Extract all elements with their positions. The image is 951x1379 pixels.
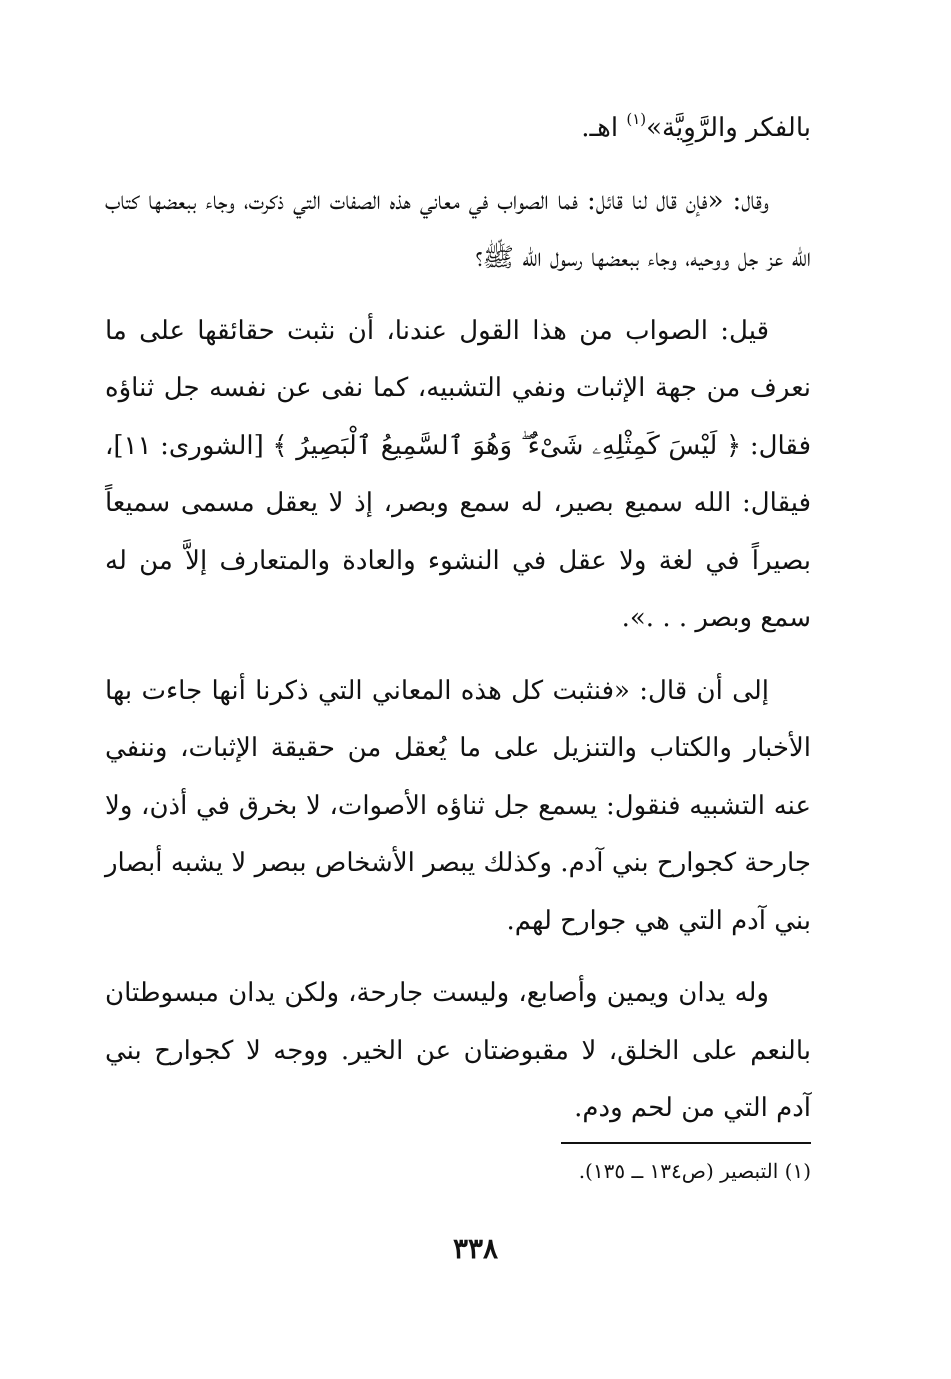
paragraph-2 (105, 173, 811, 288)
footnote-reference: (١) (626, 110, 647, 128)
paragraph-4 (105, 663, 811, 951)
footnote-mark: (١) (784, 1159, 811, 1183)
paragraph-1-text: بالفكر والرَّوِيَّة» (646, 113, 811, 143)
page-number: ٣٣٨ (452, 1232, 499, 1265)
paragraph-3-text: قيل: الصواب من هذا القول عندنا، أن نثبت حقائقها على ما نعرف من جهة الإثبات ونفي التشبيه، كما نفى عن نفسه جل ثناؤه فقال: ﴿ لَيْسَ كَمِثْلِهِۦ شَىْءٌ ۖ وَهُوَ ٱلسَّمِيعُ ٱلْبَصِيرُ ﴾ [الشورى: ١١]، فيقال: الله سميع بصير، له سمع وبصر، إذ لا يعقل مسمى سميعاً بصيراً في لغة ولا عقل في النشوء والعادة والمتعارف إلاَّ من له سمع وبصر . . .». (105, 315, 811, 633)
paragraph-5-text: وله يدان ويمين وأصابع، وليست جارحة، ولكن يدان مبسوطتان بالنعم على الخلق، لا مقبوضتان عن الخير. ووجه لا كجوارح بني آدم التي من لحم ودم. (105, 978, 811, 1123)
main-text (105, 100, 811, 1138)
paragraph-4-text: إلى أن قال: «فنثبت كل هذه المعاني التي ذكرنا أنها جاءت بها الأخبار والكتاب والتنزيل على ما يُعقل من حقيقة الإثبات، وننفي عنه التشبيه فنقول: يسمع جل ثناؤه الأصوات، لا بخرق في أذن، ولا جارحة كجوارح بني آدم. وكذلك يبصر الأشخاص ببصر لا يشبه أبصار بني آدم التي هي جوارح لهم. (105, 675, 811, 936)
paragraph-3 (105, 303, 811, 648)
paragraph-1-tail: اهـ. (581, 113, 627, 143)
footnote-divider (561, 1142, 811, 1144)
footnote (105, 1154, 811, 1188)
paragraph-2-text: وقال: «فإن قال لنا قائل: فما الصواب في معاني هذه الصفات التي ذكرت، وجاء ببعضها كتاب الله عز جل ووحيه، وجاء ببعضها رسول الله ﷺ؟ (105, 185, 811, 273)
footnote-text: التبصير (ص١٣٤ ــ ١٣٥). (578, 1159, 779, 1183)
paragraph-1 (105, 100, 811, 158)
paragraph-5 (105, 965, 811, 1138)
